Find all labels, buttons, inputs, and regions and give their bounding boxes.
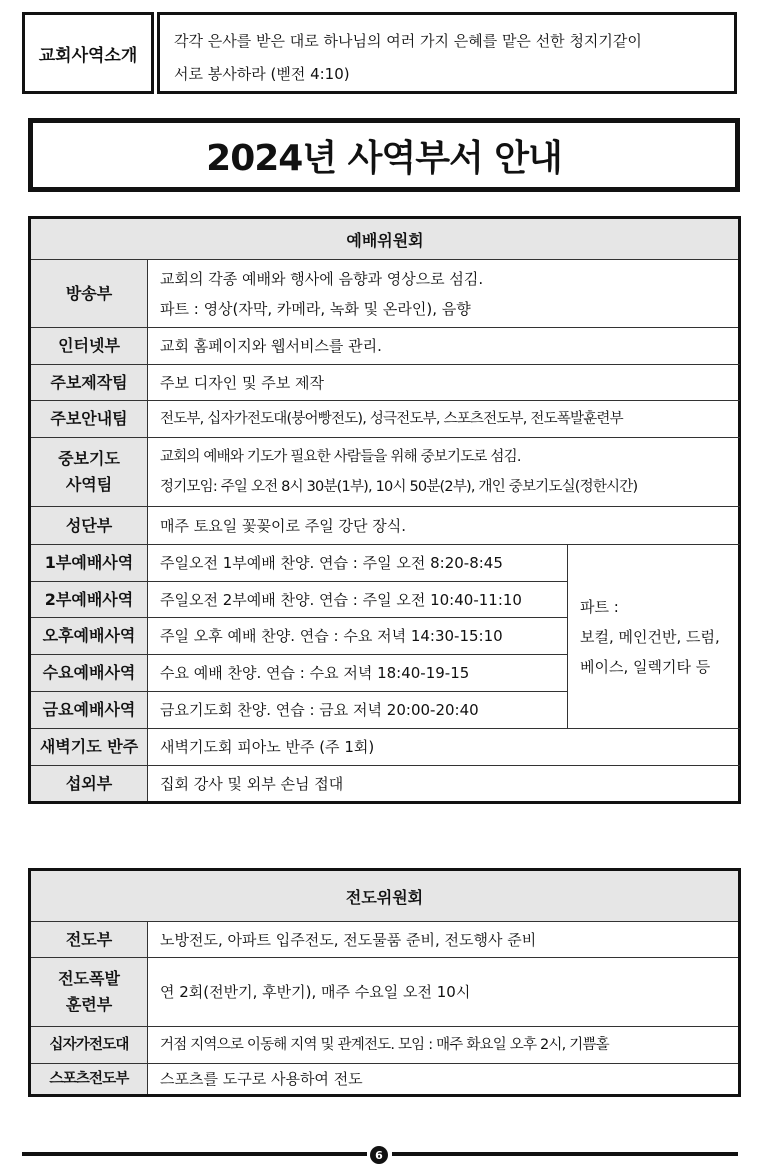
page-title-text: 2024년 사역부서 안내 <box>206 137 562 179</box>
table-row <box>30 1027 740 1064</box>
table-row <box>30 365 740 401</box>
table-row <box>30 438 740 507</box>
dept-name: 전도폭발 훈련부 <box>30 958 148 1027</box>
choir-name: 오후예배사역 <box>30 618 148 655</box>
dept-description: 전도부, 십자가전도대(붕어빵전도), 성극전도부, 스포츠전도부, 전도폭발훈련부 <box>148 401 740 438</box>
dept-name: 새벽기도 반주 <box>30 729 148 766</box>
dept-name: 섭외부 <box>30 766 148 803</box>
choir-name: 2부예배사역 <box>30 582 148 618</box>
section-label <box>22 12 154 94</box>
dept-name: 인터넷부 <box>30 328 148 365</box>
verse-line-1: 각각 은사를 받은 대로 하나님의 여러 가지 은혜를 맡은 선한 청지기같이 <box>174 32 642 50</box>
dept-description: 교회의 각종 예배와 행사에 음향과 영상으로 섬김. 파트 : 영상(자막, 카메라, 녹화 및 온라인), 음향 <box>148 260 740 328</box>
footer-rule-right <box>392 1152 738 1156</box>
table-row <box>30 958 740 1027</box>
dept-description: 집회 강사 및 외부 손님 접대 <box>148 766 740 803</box>
choir-description: 주일 오후 예배 찬양. 연습 : 수요 저녁 14:30-15:10 <box>148 618 568 655</box>
choir-description: 주일오전 1부예배 찬양. 연습 : 주일 오전 8:20-8:45 <box>148 545 568 582</box>
dept-description: 노방전도, 아파트 입주전도, 전도물품 준비, 전도행사 준비 <box>148 922 740 958</box>
dept-name: 스포츠전도부 <box>30 1064 148 1096</box>
dept-name: 전도부 <box>30 922 148 958</box>
table-row <box>30 260 740 328</box>
table-row <box>30 401 740 438</box>
dept-description: 매주 토요일 꽃꽂이로 주일 강단 장식. <box>148 507 740 545</box>
evangelism-committee-heading: 전도위원회 <box>30 870 740 922</box>
dept-description: 연 2회(전반기, 후반기), 매주 수요일 오전 10시 <box>148 958 740 1027</box>
dept-name: 십자가전도대 <box>30 1027 148 1064</box>
dept-name: 주보제작팀 <box>30 365 148 401</box>
choir-parts-note: 파트 : 보컬, 메인건반, 드럼, 베이스, 일렉기타 등 <box>568 545 740 729</box>
section-label-text: 교회사역소개 <box>38 45 138 66</box>
dept-description: 교회의 예배와 기도가 필요한 사람들을 위해 중보기도로 섬김. 정기모임: 주일 오전 8시 30분(1부), 10시 50분(2부), 개인 중보기도실(정한시간) <box>148 438 740 507</box>
table-row <box>30 545 740 582</box>
dept-name: 주보안내팀 <box>30 401 148 438</box>
table-row <box>30 1064 740 1096</box>
table-row <box>30 507 740 545</box>
dept-name: 방송부 <box>30 260 148 328</box>
table-row <box>30 922 740 958</box>
choir-name: 수요예배사역 <box>30 655 148 692</box>
table-row <box>30 729 740 766</box>
dept-description: 교회 홈페이지와 웹서비스를 관리. <box>148 328 740 365</box>
evangelism-committee-table <box>28 868 741 1097</box>
dept-description: 주보 디자인 및 주보 제작 <box>148 365 740 401</box>
dept-description: 새벽기도회 피아노 반주 (주 1회) <box>148 729 740 766</box>
dept-name: 중보기도 사역팀 <box>30 438 148 507</box>
choir-name: 1부예배사역 <box>30 545 148 582</box>
footer-rule-left <box>22 1152 367 1156</box>
page-title <box>28 118 740 192</box>
page-number: 6 <box>370 1146 388 1164</box>
worship-committee-heading: 예배위원회 <box>30 218 740 260</box>
dept-name: 성단부 <box>30 507 148 545</box>
worship-committee-table <box>28 216 741 804</box>
choir-description: 수요 예배 찬양. 연습 : 수요 저녁 18:40-19-15 <box>148 655 568 692</box>
verse-line-2: 서로 봉사하라 (벧전 4:10) <box>174 65 350 83</box>
choir-description: 주일오전 2부예배 찬양. 연습 : 주일 오전 10:40-11:10 <box>148 582 568 618</box>
scripture-verse <box>157 12 737 94</box>
table-row <box>30 766 740 803</box>
dept-description: 스포츠를 도구로 사용하여 전도 <box>148 1064 740 1096</box>
choir-name: 금요예배사역 <box>30 692 148 729</box>
choir-description: 금요기도회 찬양. 연습 : 금요 저녁 20:00-20:40 <box>148 692 568 729</box>
dept-description: 거점 지역으로 이동해 지역 및 관계전도. 모임 : 매주 화요일 오후 2시, 기쁨홀 <box>148 1027 740 1064</box>
table-row <box>30 328 740 365</box>
